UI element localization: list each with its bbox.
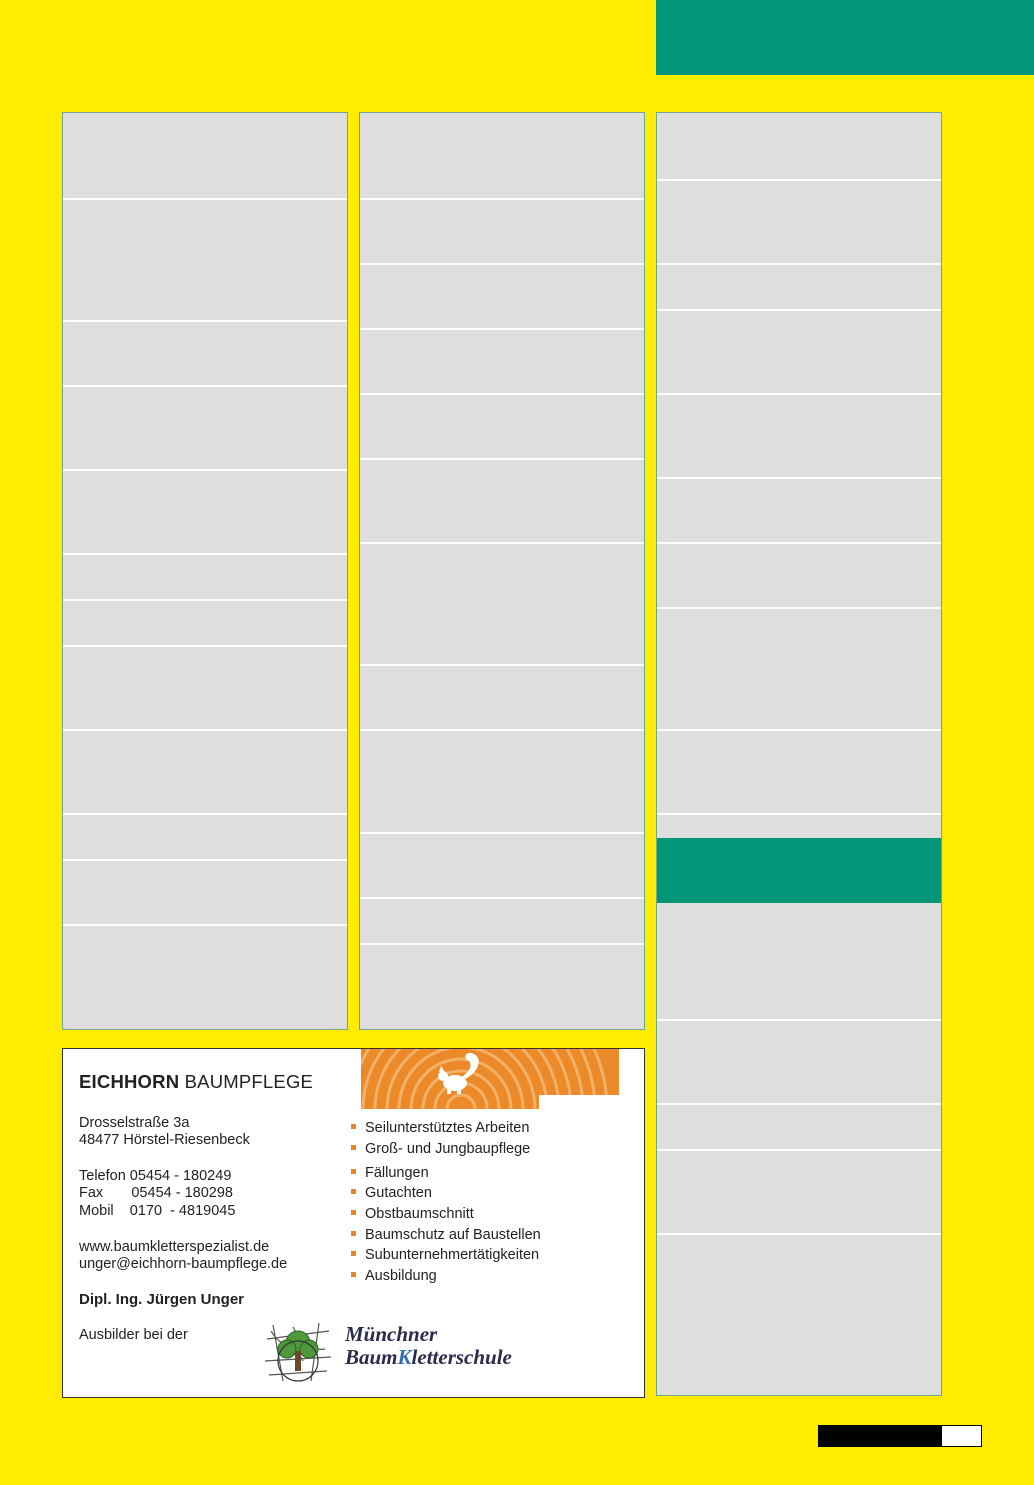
row-divider [360,458,644,460]
row-divider [657,729,941,731]
service-item: Ausbildung [351,1268,437,1284]
row-divider [360,832,644,834]
section-header-green [657,838,941,903]
bullet-icon [351,1272,356,1277]
row-divider [360,664,644,666]
phone-number: Telefon 05454 - 180249 [79,1168,232,1184]
row-divider [360,943,644,945]
website-link[interactable]: www.baumkletterspezialist.de [79,1239,270,1255]
bullet-icon [351,1145,356,1150]
row-divider [63,553,347,555]
eichhorn-advertisement [62,1048,645,1398]
bullet-icon [351,1251,356,1256]
page-indicator [818,1425,982,1447]
row-divider [63,469,347,471]
row-divider [657,1233,941,1235]
row-divider [360,198,644,200]
bullet-icon [351,1189,356,1194]
row-divider [63,813,347,815]
row-divider [657,179,941,181]
row-divider [657,309,941,311]
row-divider [657,1019,941,1021]
service-item: Seilunterstütztes Arbeiten [351,1120,529,1136]
service-item: Groß- und Jungbaupflege [351,1141,530,1157]
address-street: Drosselstraße 3a [79,1115,190,1131]
tree-logo-icon [263,1321,333,1383]
row-divider [63,320,347,322]
service-item: Obstbaumschnitt [351,1206,474,1222]
trainer-label: Ausbilder bei der [79,1327,188,1343]
row-divider [63,729,347,731]
row-divider [360,328,644,330]
service-item: Subunternehmertätigkeiten [351,1247,539,1263]
email-link[interactable]: unger@eichhorn-baumpflege.de [79,1256,288,1272]
row-divider [657,477,941,479]
listing-column-3 [656,112,942,1396]
climbing-school-name: Münchner BaumKletterschule [345,1322,512,1369]
brand-name: EICHHORN BAUMPFLEGE [79,1071,314,1092]
row-divider [63,859,347,861]
bullet-icon [351,1210,356,1215]
row-divider [63,645,347,647]
page-indicator-fill [819,1426,942,1446]
contact-person: Dipl. Ing. Jürgen Unger [79,1291,245,1308]
service-item: Fällungen [351,1165,429,1181]
row-divider [63,924,347,926]
fax-number: Fax 05454 - 180298 [79,1185,233,1201]
row-divider [657,1103,941,1105]
row-divider [360,263,644,265]
row-divider [360,393,644,395]
row-divider [657,607,941,609]
mobile-number: Mobil 0170 - 4819045 [79,1203,236,1219]
service-item: Gutachten [351,1185,432,1201]
row-divider [63,385,347,387]
bullet-icon [351,1231,356,1236]
row-divider [360,542,644,544]
orange-banner [361,1049,619,1109]
address-city: 48477 Hörstel-Riesenbeck [79,1132,250,1148]
banner-rings [361,1049,619,1109]
row-divider [360,897,644,899]
listing-column-1 [62,112,348,1030]
header-accent-bar [656,0,1034,75]
row-divider [63,599,347,601]
row-divider [657,813,941,815]
bullet-icon [351,1169,356,1174]
service-item: Baumschutz auf Baustellen [351,1227,541,1243]
row-divider [657,263,941,265]
row-divider [63,198,347,200]
row-divider [657,1149,941,1151]
row-divider [657,393,941,395]
row-divider [360,729,644,731]
bullet-icon [351,1124,356,1129]
row-divider [657,542,941,544]
listing-column-2 [359,112,645,1030]
